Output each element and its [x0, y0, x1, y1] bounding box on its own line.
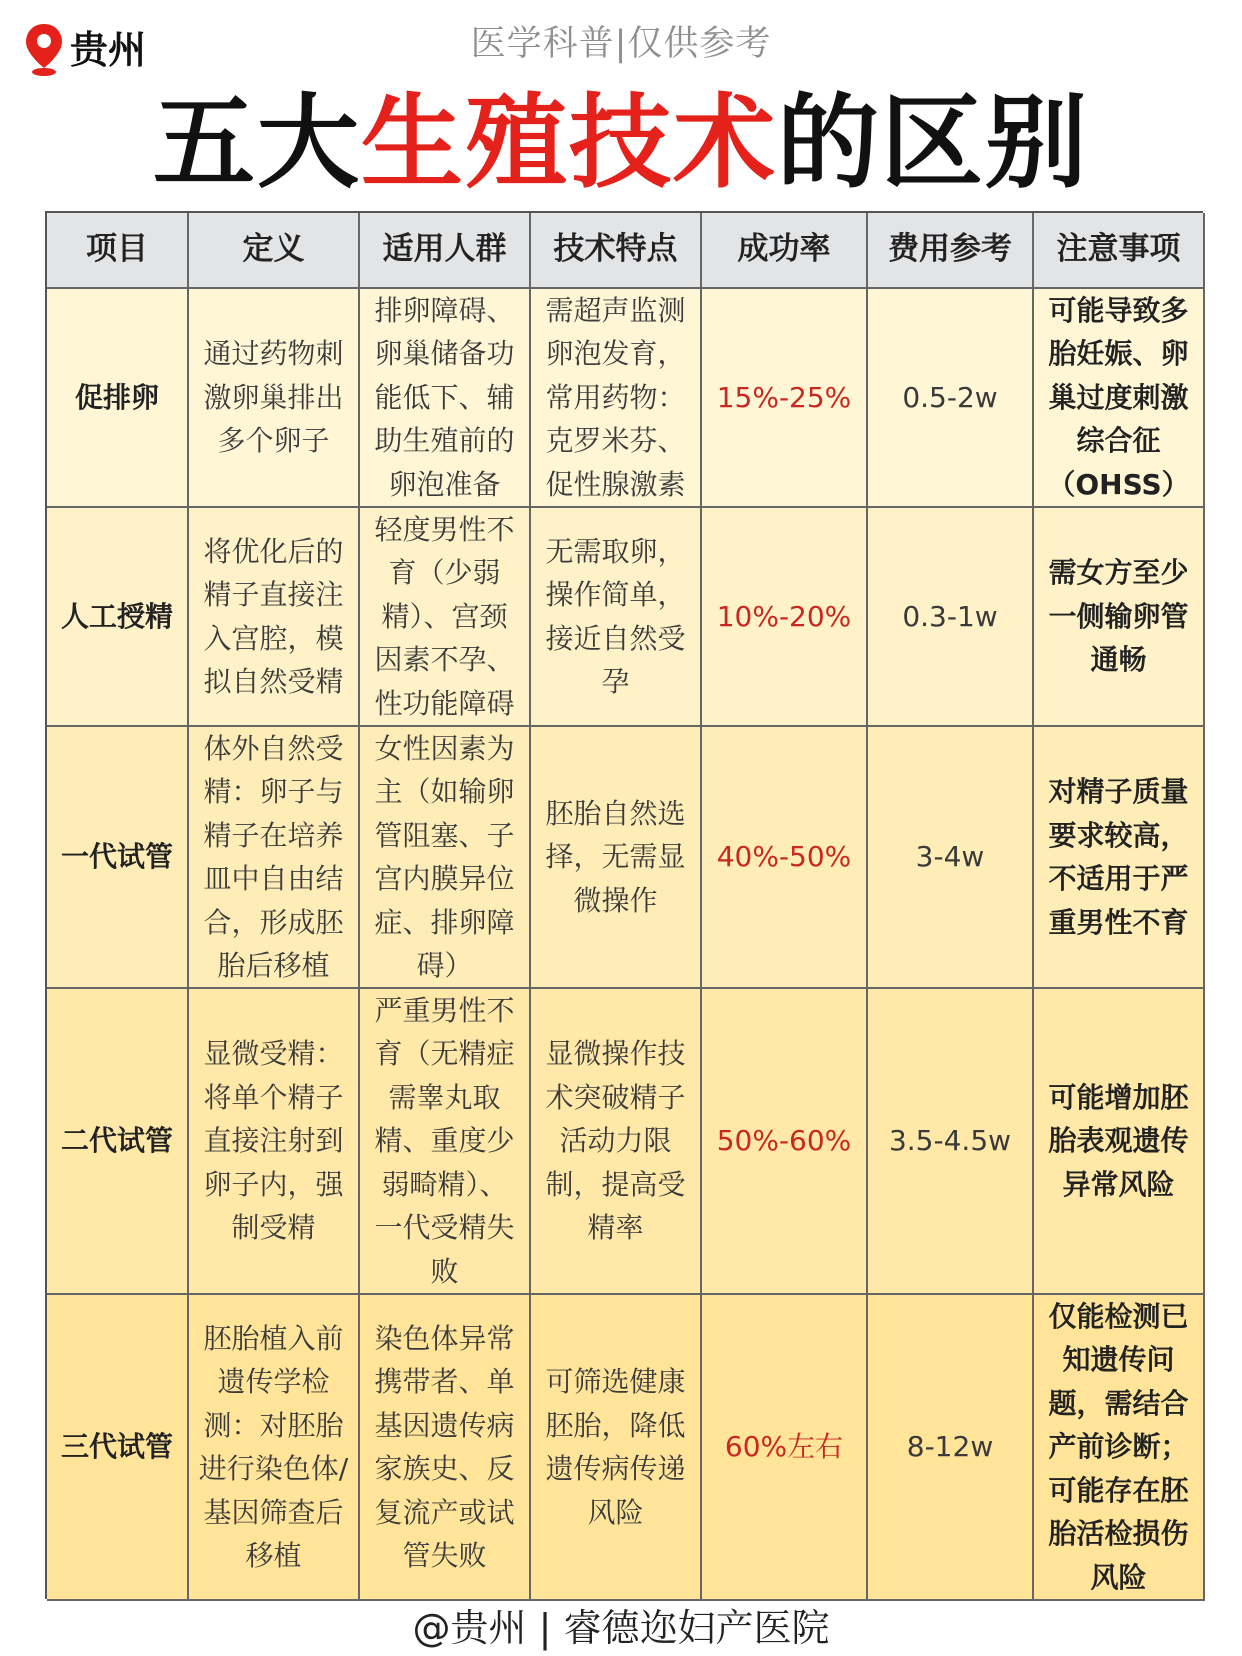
- page-title: [0, 82, 1242, 204]
- row-definition: 将优化后的精子直接注入宫腔，模拟自然受精: [189, 508, 360, 727]
- row-success-rate: 40%-50%: [702, 727, 868, 989]
- row-population: 排卵障碍、卵巢储备功能低下、辅助生殖前的卵泡准备: [360, 289, 531, 508]
- footer-credit: @贵州 | 睿德迩妇产医院: [412, 1606, 830, 1650]
- header-definition: 定义: [189, 213, 360, 289]
- row-success-rate: 50%-60%: [702, 989, 868, 1295]
- row-features: 胚胎自然选择，无需显微操作: [531, 727, 702, 989]
- tagline: 医学科普|仅供参考: [470, 24, 772, 64]
- row-features: 可筛选健康胚胎，降低遗传病传递风险: [531, 1295, 702, 1601]
- row-name: 三代试管: [47, 1295, 189, 1601]
- row-cost: 3-4w: [868, 727, 1034, 989]
- title-part-accent: 生殖技术: [361, 83, 777, 203]
- row-definition: 通过药物刺激卵巢排出多个卵子: [189, 289, 360, 508]
- row-success-rate: 10%-20%: [702, 508, 868, 727]
- title-part-after: 的区别: [777, 83, 1089, 203]
- header-cost: 费用参考: [868, 213, 1034, 289]
- header-item: 项目: [47, 213, 189, 289]
- row-cost: 8-12w: [868, 1295, 1034, 1601]
- row-success-rate: 60%左右: [702, 1295, 868, 1601]
- comparison-table: [45, 211, 1203, 1599]
- row-name: 二代试管: [47, 989, 189, 1295]
- header-notes: 注意事项: [1034, 213, 1205, 289]
- row-features: 显微操作技术突破精子活动力限制，提高受精率: [531, 989, 702, 1295]
- location-text: 贵州: [70, 28, 147, 72]
- row-notes: 对精子质量要求较高，不适用于严重男性不育: [1034, 727, 1205, 989]
- header-success-rate: 成功率: [702, 213, 868, 289]
- row-notes: 需女方至少一侧输卵管通畅: [1034, 508, 1205, 727]
- row-cost: 3.5-4.5w: [868, 989, 1034, 1295]
- title-part-before: 五大: [153, 83, 361, 203]
- row-population: 轻度男性不育（少弱精）、宫颈因素不孕、性功能障碍: [360, 508, 531, 727]
- row-definition: 胚胎植入前遗传学检测：对胚胎进行染色体/基因筛查后移植: [189, 1295, 360, 1601]
- row-definition: 显微受精：将单个精子直接注射到卵子内，强制受精: [189, 989, 360, 1295]
- row-population: 严重男性不育（无精症需睾丸取精、重度少弱畸精）、一代受精失败: [360, 989, 531, 1295]
- header-population: 适用人群: [360, 213, 531, 289]
- row-features: 无需取卵，操作简单，接近自然受孕: [531, 508, 702, 727]
- row-definition: 体外自然受精：卵子与精子在培养皿中自由结合，形成胚胎后移植: [189, 727, 360, 989]
- row-population: 女性因素为主（如输卵管阻塞、子宫内膜异位症、排卵障碍）: [360, 727, 531, 989]
- header-features: 技术特点: [531, 213, 702, 289]
- row-features: 需超声监测卵泡发育，常用药物：克罗米芬、促性腺激素: [531, 289, 702, 508]
- row-population: 染色体异常携带者、单基因遗传病家族史、反复流产或试管失败: [360, 1295, 531, 1601]
- row-cost: 0.5-2w: [868, 289, 1034, 508]
- row-name: 促排卵: [47, 289, 189, 508]
- row-name: 一代试管: [47, 727, 189, 989]
- row-cost: 0.3-1w: [868, 508, 1034, 727]
- row-notes: 仅能检测已知遗传问题，需结合产前诊断；可能存在胚胎活检损伤风险: [1034, 1295, 1205, 1601]
- row-notes: 可能增加胚胎表观遗传异常风险: [1034, 989, 1205, 1295]
- row-notes: 可能导致多胎妊娠、卵巢过度刺激综合征（OHSS）: [1034, 289, 1205, 508]
- row-success-rate: 15%-25%: [702, 289, 868, 508]
- row-name: 人工授精: [47, 508, 189, 727]
